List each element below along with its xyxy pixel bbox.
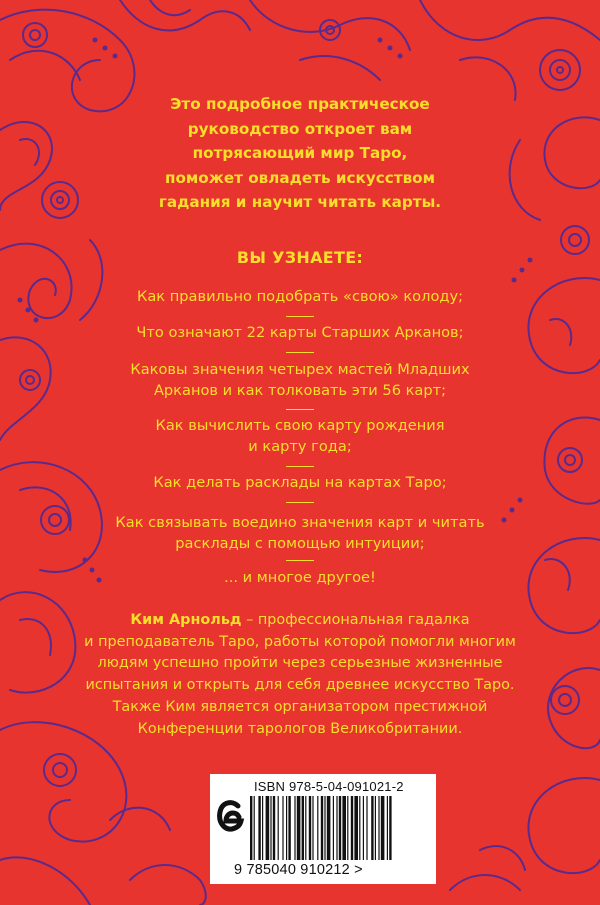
- barcode-bar: [312, 796, 313, 860]
- separator: [286, 409, 314, 410]
- list-item-line: Как связывать воедино значения карт и читать: [115, 514, 485, 531]
- intro-line: руководство откроет вам: [187, 119, 413, 138]
- barcode-bar: [371, 796, 373, 860]
- intro-line: Это подробное практическое: [170, 95, 430, 113]
- list-item-line: Что означают 22 карты Старших Арканов;: [136, 324, 464, 341]
- separator: [286, 560, 314, 561]
- barcode-bar: [309, 796, 311, 860]
- intro-text: [100, 92, 500, 215]
- barcode-bar: [363, 796, 364, 860]
- barcode-bar: [347, 796, 348, 860]
- barcode-bar: [282, 796, 283, 860]
- barcode-bar: [294, 796, 295, 860]
- barcode-bar: [339, 796, 341, 860]
- barcode-bar: [254, 796, 255, 860]
- barcode-bar: [305, 796, 306, 860]
- barcode-panel: [210, 774, 436, 884]
- list-item: [60, 287, 540, 308]
- list-item-line: Как делать расклады на картах Таро;: [153, 474, 447, 491]
- list-item-line: расклады с помощью интуиции;: [175, 534, 425, 552]
- barcode-bar: [366, 796, 367, 860]
- barcode-bar: [250, 796, 252, 860]
- author-bio: [60, 610, 540, 740]
- list-item-line: Арканов и как толковать эти 56 карт;: [153, 381, 447, 399]
- author-name: Ким Арнольд: [130, 612, 242, 628]
- barcode-bar: [270, 796, 271, 860]
- barcode-bar: [278, 796, 279, 860]
- section-heading: ВЫ УЗНАЕТЕ:: [236, 248, 364, 267]
- barcode-bar: [266, 796, 270, 860]
- intro-line: поможет овладеть искусством: [164, 168, 436, 187]
- intro-line: потрясающий мир Таро,: [192, 144, 408, 162]
- list-item-line: ... и многое другое!: [224, 569, 376, 586]
- barcode-bar: [302, 796, 304, 860]
- barcode-bar: [262, 796, 263, 860]
- barcode-bar: [351, 796, 353, 860]
- barcode: [250, 796, 432, 860]
- bio-line: испытания и открыть для себя древнее искусство Таро.: [85, 677, 515, 694]
- list-item-line: Как правильно подобрать «свою» колоду;: [136, 288, 464, 305]
- separator: [286, 502, 314, 503]
- barcode-bar: [333, 796, 334, 860]
- eksmo-logo-icon: [216, 796, 244, 838]
- bio-line: и преподаватель Таро, работы которой помогли многим: [84, 633, 516, 650]
- list-item: [60, 568, 540, 589]
- barcode-bar: [324, 796, 325, 860]
- barcode-bar: [317, 796, 318, 860]
- intro-line: гадания и научит читать карты.: [158, 193, 442, 211]
- isbn-label: ISBN 978-5-04-091021-2: [254, 779, 404, 794]
- bio-first-line: [60, 610, 540, 632]
- barcode-bar: [273, 796, 275, 860]
- barcode-marker: >: [354, 862, 363, 878]
- barcode-bar: [389, 796, 391, 860]
- list-item: [60, 360, 540, 401]
- barcode-bar: [342, 796, 346, 860]
- separator: [286, 466, 314, 467]
- barcode-bar: [321, 796, 323, 860]
- barcode-bar: [336, 796, 337, 860]
- list-item: [60, 513, 540, 554]
- barcode-bar: [258, 796, 260, 860]
- list-item: [60, 323, 540, 344]
- list-item: [60, 416, 540, 457]
- barcode-bar: [359, 796, 360, 860]
- barcode-bar: [381, 796, 385, 860]
- barcode-bar: [288, 796, 290, 860]
- barcode-bar: [387, 796, 388, 860]
- list-item-line: и карту года;: [248, 437, 352, 455]
- barcode-bar: [297, 796, 301, 860]
- separator: [286, 316, 314, 317]
- list-item-line: Каковы значения четырех мастей Младших: [130, 361, 470, 378]
- bio-line: Конференции тарологов Великобритании.: [137, 720, 463, 737]
- barcode-bar: [375, 796, 376, 860]
- barcode-bar: [327, 796, 331, 860]
- barcode-bar: [354, 796, 358, 860]
- separator: [286, 352, 314, 353]
- bio-text: – профессиональная гадалка: [241, 612, 470, 628]
- barcode-bar: [378, 796, 379, 860]
- barcode-number: 9 785040 910212: [234, 862, 350, 878]
- barcode-digits: [234, 862, 434, 878]
- barcode-bar: [286, 796, 287, 860]
- list-item: [60, 473, 540, 494]
- bio-line: Также Ким является организатором престижной: [112, 698, 488, 715]
- bio-line: людям успешно пройти через серьезные жизненные: [97, 655, 503, 672]
- list-item-line: Как вычислить свою карту рождения: [155, 417, 445, 434]
